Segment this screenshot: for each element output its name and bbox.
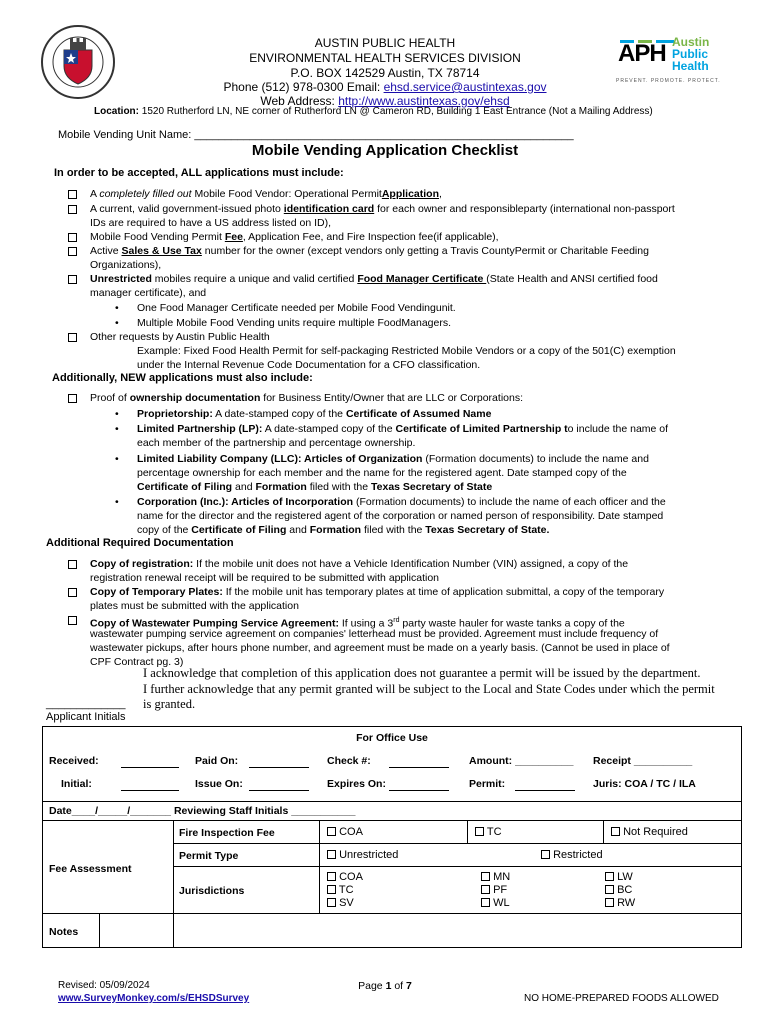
logo-word-public: Public <box>672 47 709 61</box>
jurisdictions-label: Jurisdictions <box>179 885 245 897</box>
example-text: under the Internal Revenue Code Documentation for a CFO classification. <box>137 359 481 371</box>
home-food-notice: NO HOME-PREPARED FOODS ALLOWED <box>524 993 719 1004</box>
juris-tc-option[interactable]: TC <box>327 884 354 896</box>
permit-label: Permit: <box>469 778 506 790</box>
expires-on-field[interactable] <box>389 790 449 791</box>
receipt-label[interactable]: Receipt __________ <box>593 755 693 767</box>
revised-date: Revised: 05/09/2024 <box>58 980 150 991</box>
checklist-item-cont: CPF Contract pg. 3) <box>90 656 184 668</box>
check-field[interactable] <box>389 767 449 768</box>
permit-type-label: Permit Type <box>179 850 239 862</box>
section2-heading: Additionally, NEW applications must also include: <box>52 372 313 384</box>
bullet-cont: Certificate of Filing and Formation filed with the Texas Secretary of State <box>137 481 493 493</box>
email-link[interactable]: ehsd.service@austintexas.gov <box>383 80 547 94</box>
page-title: Mobile Vending Application Checklist <box>251 142 519 159</box>
checkbox[interactable] <box>68 205 77 214</box>
amount-label[interactable]: Amount: __________ <box>469 755 574 767</box>
initial-label: Initial: <box>61 778 92 790</box>
checklist-item-cont: manager certificate), and <box>90 287 207 299</box>
bullet-item: • Proprietorship: A date-stamped copy of the Certificate of Assumed Name <box>137 408 491 421</box>
logo-word-austin: Austin <box>672 35 710 49</box>
bullet-item: • Corporation (Inc.): Articles of Incorporation (Formation documents) to include the name of each officer and the <box>137 496 747 509</box>
office-use-box <box>42 726 742 948</box>
juris-mn-option[interactable]: MN <box>481 871 510 883</box>
juris-bc-option[interactable]: BC <box>605 884 632 896</box>
initial-field[interactable] <box>121 790 179 791</box>
issue-on-label: Issue On: <box>195 778 243 790</box>
fire-fee-label: Fire Inspection Fee <box>179 827 275 839</box>
checkbox[interactable] <box>68 560 77 569</box>
juris-wl-option[interactable]: WL <box>481 897 510 909</box>
bullet-item: • Limited Liability Company (LLC): Articles of Organization (Formation documents) to include the name and <box>137 453 737 466</box>
example-text: Example: Fixed Food Health Permit for self-packaging Restricted Mobile Vendors or a copy of the 501(C) exemption <box>137 345 676 357</box>
section3-heading: Additional Required Documentation <box>46 537 234 549</box>
acknowledge-line: I acknowledge that completion of this application does not guarantee a permit will be issued by the department. <box>143 666 701 680</box>
location-text: 1520 Rutherford LN, NE corner of Rutherford LN @ Cameron RD, Building 1 East Entrance (Not a Mailing Address) <box>139 106 653 117</box>
checklist-item-cont: IDs are required to have a US address listed on ID), <box>90 217 332 229</box>
restricted-option[interactable]: Restricted <box>541 849 603 861</box>
juris-label: Juris: COA / TC / ILA <box>593 778 696 790</box>
paid-on-field[interactable] <box>249 767 309 768</box>
agency-name: AUSTIN PUBLIC HEALTH <box>314 36 456 50</box>
bullet-item: • One Food Manager Certificate needed per Mobile Food Vendingunit. <box>137 302 456 315</box>
web-label: Web Address: <box>260 94 339 108</box>
initials-label: Applicant Initials <box>46 711 126 723</box>
paid-on-label: Paid On: <box>195 755 239 767</box>
bullet-cont: copy of the Certificate of Filing and Formation filed with the Texas Secretary of State. <box>137 524 550 536</box>
logo-word-health: Health <box>672 59 709 73</box>
city-seal <box>40 24 116 100</box>
juris-coa-option[interactable]: COA <box>327 871 363 883</box>
juris-lw-option[interactable]: LW <box>605 871 633 883</box>
unit-name-field[interactable]: Mobile Vending Unit Name: ______________________________________________________________ <box>58 129 574 141</box>
checkbox[interactable] <box>68 275 77 284</box>
date-review-line[interactable]: Date____/_____/_______ Reviewing Staff Initials ___________ <box>49 805 356 817</box>
issue-on-field[interactable] <box>249 790 309 791</box>
acknowledge-line: is granted. <box>143 697 196 711</box>
notes-label: Notes <box>49 926 79 938</box>
checkbox[interactable] <box>68 190 77 199</box>
bullet-item: • Multiple Mobile Food Vending units require multiple FoodManagers. <box>137 317 451 330</box>
checklist-item-cont: wastewater pumping service agreement on companies' letterhead must be provided. Agreement must include frequency of <box>90 628 659 640</box>
fire-tc-option[interactable]: TC <box>475 826 502 838</box>
po-box: P.O. BOX 142529 Austin, TX 78714 <box>290 66 480 80</box>
fire-coa-option[interactable]: COA <box>327 826 363 838</box>
contact-line <box>150 80 620 95</box>
bullet-item: • Limited Partnership (LP): A date-stamped copy of the Certificate of Limited Partnership to include the name of <box>137 423 737 436</box>
expires-on-label: Expires On: <box>327 778 386 790</box>
juris-rw-option[interactable]: RW <box>605 897 635 909</box>
web-link[interactable]: http://www.austintexas.gov/ehsd <box>338 94 510 108</box>
juris-pf-option[interactable]: PF <box>481 884 507 896</box>
checkbox[interactable] <box>68 616 77 625</box>
initials-field[interactable]: _____________ <box>46 698 126 710</box>
page-number: Page 1 of 7 <box>358 980 412 992</box>
checklist-item-cont: registration renewal receipt will be required to be submitted with application <box>90 572 440 584</box>
location-line <box>94 106 653 117</box>
checkbox[interactable] <box>68 394 77 403</box>
survey-link[interactable]: www.SurveyMonkey.com/s/EHSDSurvey <box>58 993 250 1004</box>
checklist-item-cont: wastewater pickups, after hours phone number, and agreement must be made on a yearly basis. (Cannot be used in place of <box>90 642 670 654</box>
checklist-item-cont: plates must be submitted with the application <box>90 600 299 612</box>
section1-heading: In order to be accepted, ALL applications must include: <box>54 167 344 179</box>
phone-text: Phone (512) 978-0300 Email: <box>223 80 384 94</box>
location-label: Location: <box>94 106 139 117</box>
checkbox[interactable] <box>68 233 77 242</box>
bullet-cont: name for the director and the registered agent of the corporation or named person of responsibility. Date stamped <box>137 510 664 522</box>
logo-letters: APH <box>618 40 666 67</box>
checkbox[interactable] <box>68 247 77 256</box>
check-label: Check #: <box>327 755 371 767</box>
acknowledge-line: I further acknowledge that any permit granted will be subject to the Local and State Codes under which the permit <box>143 682 715 696</box>
city-seal-icon <box>40 24 116 100</box>
logo-tagline: PREVENT. PROMOTE. PROTECT. <box>616 78 721 84</box>
checkbox[interactable] <box>68 588 77 597</box>
fire-not-required-option[interactable]: Not Required <box>611 826 688 838</box>
permit-field[interactable] <box>515 790 575 791</box>
fee-assessment-label: Fee Assessment <box>49 863 132 875</box>
bullet-cont: percentage ownership for each member and the name for the registered agent. Date stamped copy of the <box>137 467 627 479</box>
division-name: ENVIRONMENTAL HEALTH SERVICES DIVISION <box>249 51 521 65</box>
checkbox[interactable] <box>68 333 77 342</box>
office-title: For Office Use <box>356 732 428 744</box>
received-label: Received: <box>49 755 99 767</box>
bullet-cont: each member of the partnership and percentage ownership. <box>137 437 416 449</box>
unrestricted-option[interactable]: Unrestricted <box>327 849 398 861</box>
checklist-item-cont: Organizations), <box>90 259 162 271</box>
aph-logo <box>616 36 726 86</box>
received-field[interactable] <box>121 767 179 768</box>
juris-sv-option[interactable]: SV <box>327 897 354 909</box>
